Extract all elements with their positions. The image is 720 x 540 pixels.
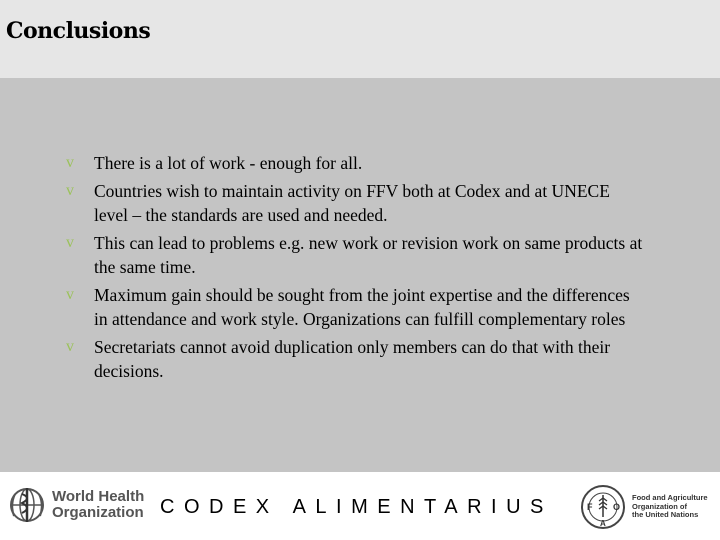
svg-text:F: F — [587, 502, 593, 512]
bullet-text: This can lead to problems e.g. new work or revision work on same products at the same time. — [94, 233, 643, 277]
fao-logo — [580, 484, 718, 530]
bullet-item — [66, 231, 646, 279]
slide-title: Conclusions — [6, 18, 151, 44]
bullet-list — [66, 151, 646, 387]
svg-text:O: O — [613, 502, 621, 512]
bullet-item — [66, 283, 646, 331]
bullet-marker-icon: v — [66, 182, 74, 199]
fao-line2: Organization of — [632, 501, 687, 511]
footer — [0, 472, 720, 540]
bullet-text: Secretariats cannot avoid duplication only members can do that with their decisions. — [94, 337, 611, 381]
bullet-text: Maximum gain should be sought from the joint expertise and the differences in attendance and work style. Organizations can fulfill complementary roles — [94, 285, 630, 329]
title-band — [0, 0, 720, 78]
who-name — [52, 489, 144, 521]
bullet-item — [66, 335, 646, 383]
who-logo — [8, 486, 144, 524]
bullet-marker-icon: v — [66, 234, 74, 251]
fao-emblem-icon — [580, 484, 626, 530]
fao-line1: Food and Agriculture — [632, 493, 708, 503]
bullet-marker-icon: v — [66, 286, 74, 303]
bullet-marker-icon: v — [66, 338, 74, 355]
content-area — [0, 78, 720, 472]
fao-name — [632, 494, 718, 520]
bullet-marker-icon: v — [66, 154, 74, 171]
who-line1: World Health — [52, 488, 145, 505]
bullet-text: Countries wish to maintain activity on FFV both at Codex and at UNECE level – the standards are used and needed. — [94, 181, 610, 225]
bullet-item — [66, 179, 646, 227]
codex-alimentarius-text: CODEX ALIMENTARIUS — [160, 496, 553, 518]
bullet-text: There is a lot of work - enough for all. — [94, 153, 363, 173]
fao-line3: the United Nations — [632, 510, 699, 520]
who-line2: Organization — [52, 504, 144, 521]
svg-text:A: A — [600, 519, 606, 528]
who-emblem-icon — [8, 486, 46, 524]
bullet-item — [66, 151, 646, 175]
